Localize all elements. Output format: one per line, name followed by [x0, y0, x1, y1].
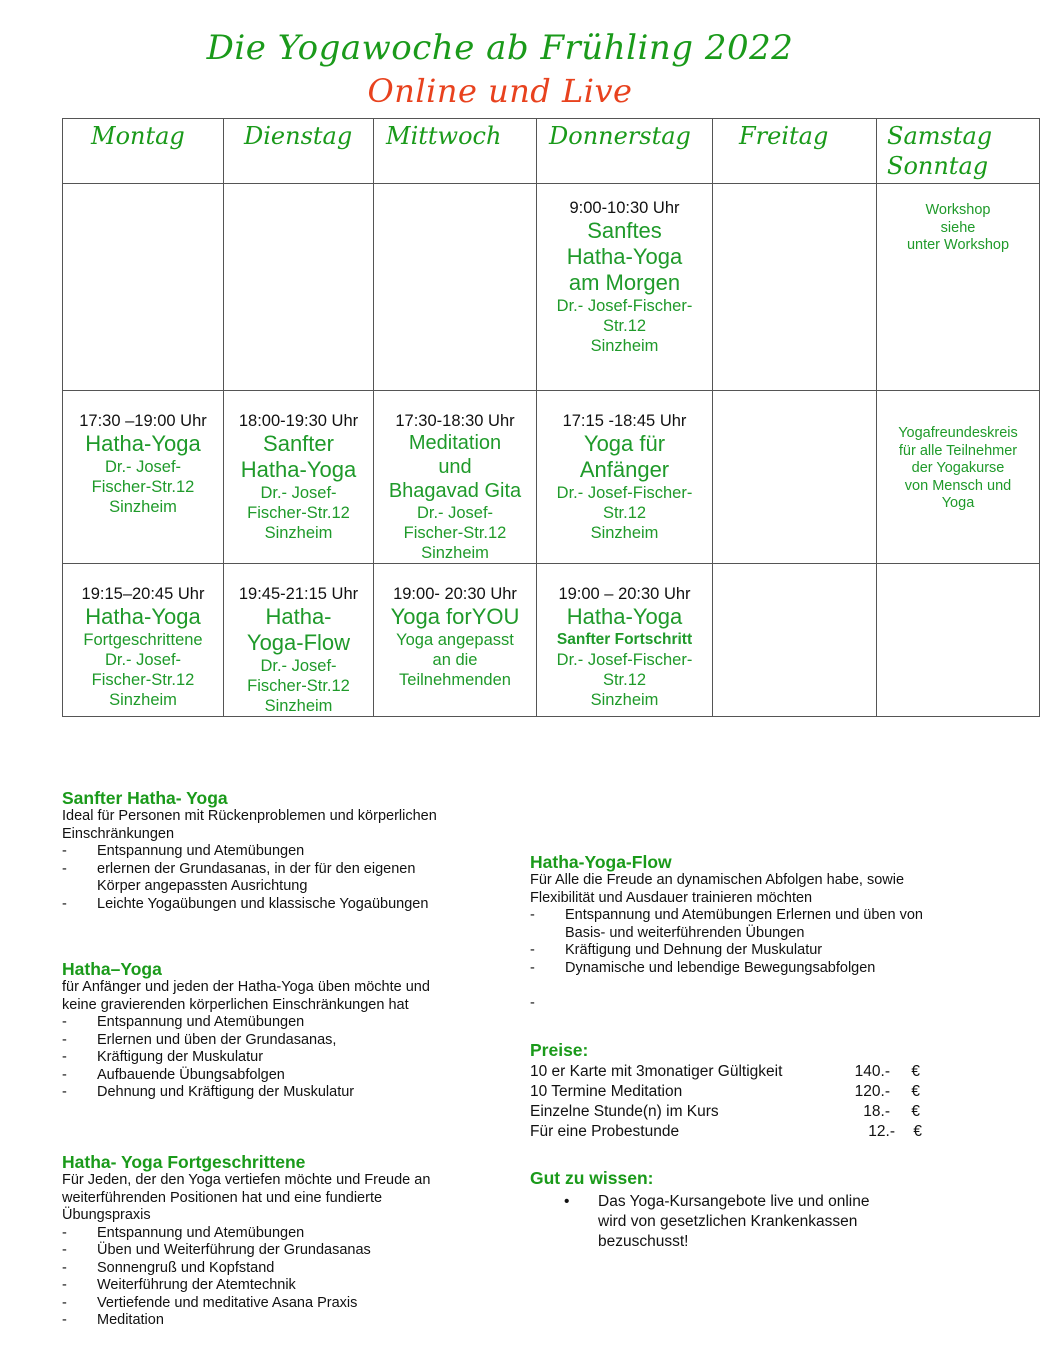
schedule-table: [62, 118, 1040, 717]
price-value: 140.-: [854, 1063, 890, 1080]
class-entry[interactable]: [374, 391, 537, 564]
section-heading: Preise:: [530, 1040, 589, 1060]
page-subtitle: Online und Live: [367, 72, 633, 110]
dash-marker: -: [62, 860, 67, 877]
section-heading: Hatha- Yoga Fortgeschrittene: [62, 1152, 306, 1172]
day-header-weekend: [877, 119, 1040, 184]
section-intro: keine gravierenden körperlichen Einschränkungen hat: [62, 996, 409, 1013]
day-header-thursday: Donnerstag: [537, 119, 713, 184]
list-item-text: Aufbauende Übungsabfolgen: [97, 1066, 285, 1083]
note-line: Yogafreundeskreis: [898, 425, 1018, 441]
class-description: Yoga angepasst: [396, 631, 514, 649]
class-address: Str.12: [602, 504, 647, 522]
class-entry[interactable]: [537, 391, 713, 564]
class-title: Yoga forYOU: [390, 604, 520, 629]
class-entry[interactable]: [224, 564, 374, 717]
list-item: [530, 960, 950, 978]
section-intro: Für Jeden, der den Yoga vertiefen möchte und Freude an: [62, 1172, 431, 1188]
list-item: [62, 1049, 502, 1067]
list-item-text: Üben und Weiterführung der Grundasanas: [97, 1242, 371, 1258]
dash-marker: -: [62, 1066, 67, 1083]
list-item: [62, 896, 502, 914]
dash-marker: -: [62, 1049, 67, 1065]
class-time: 19:15–20:45 Uhr: [81, 585, 205, 603]
schedule-cell-empty: [374, 184, 537, 391]
class-address: Dr.- Josef-Fischer-: [556, 297, 693, 315]
list-item: [62, 1014, 502, 1032]
dash-marker: -: [62, 1031, 67, 1048]
dash-marker: -: [530, 959, 535, 976]
price-value: 12.-: [868, 1123, 895, 1140]
class-address: Dr.- Josef-Fischer-: [556, 651, 693, 669]
price-row: [530, 1082, 950, 1102]
class-entry[interactable]: [537, 184, 713, 391]
class-title: Hatha-Yoga: [566, 604, 683, 629]
section-hatha-yoga: [62, 959, 502, 1102]
list-item-text: erlernen der Grundasanas, in der für den eigenen Körper angepassten Ausrichtung: [97, 860, 416, 894]
price-label: Einzelne Stunde(n) im Kurs: [530, 1103, 719, 1120]
class-title: Hatha-Yoga: [85, 431, 201, 456]
list-item-text: Entspannung und Atemübungen: [97, 1224, 305, 1241]
section-list: [62, 843, 502, 913]
class-title: Bhagavad Gita: [388, 480, 522, 502]
price-value: 18.-: [863, 1103, 890, 1120]
schedule-cell-empty: [877, 564, 1040, 717]
day-header-monday: Montag: [63, 119, 224, 184]
section-heading: Gut zu wissen:: [530, 1168, 654, 1188]
dash-marker: -: [62, 1312, 67, 1328]
price-label: Für eine Probestunde: [530, 1123, 680, 1140]
class-address: Sinzheim: [421, 544, 489, 562]
list-item: [62, 843, 502, 861]
class-entry[interactable]: [224, 391, 374, 564]
schedule-cell-empty: [63, 184, 224, 391]
schedule-cell-empty: [713, 184, 877, 391]
class-address: Sinzheim: [590, 691, 659, 709]
day-header-friday: Freitag: [713, 119, 877, 184]
schedule-cell-empty: [713, 564, 877, 717]
list-item: [62, 1295, 502, 1313]
page-title: Die Yogawoche ab Frühling 2022: [206, 28, 794, 68]
section-hatha-yoga-flow: [530, 852, 950, 1013]
list-item: [62, 1277, 502, 1295]
list-item-text: Dynamische und lebendige Bewegungsabfolgen: [565, 959, 876, 976]
currency-symbol: €: [911, 1083, 920, 1100]
section-heading: Hatha-Yoga-Flow: [530, 852, 672, 872]
list-item-text: Weiterführung der Atemtechnik: [97, 1277, 296, 1293]
trailing-dash: -: [530, 995, 535, 1011]
class-address: Fischer-Str.12: [91, 671, 195, 689]
class-subtitle: Fortgeschrittene: [83, 631, 203, 649]
note-line: für alle Teilnehmer: [898, 442, 1018, 459]
list-item-text: Sonnengruß und Kopfstand: [97, 1259, 275, 1276]
class-title: Hatha-: [265, 604, 332, 629]
dash-marker: -: [62, 843, 67, 859]
class-time: 19:45-21:15 Uhr: [238, 585, 359, 603]
class-address: Dr.- Josef-: [104, 458, 182, 476]
class-title: Hatha-Yoga: [240, 457, 357, 482]
note-line: von Mensch und: [904, 477, 1012, 494]
note-line: siehe: [940, 219, 976, 236]
schedule-header-row: [63, 119, 1040, 184]
list-item-text: Das Yoga-Kursangebote live und online wird von gesetzlichen Krankenkassen bezuschusst!: [598, 1193, 870, 1250]
section-good-to-know: [530, 1168, 950, 1252]
class-entry[interactable]: [374, 564, 537, 717]
section-list: [62, 1014, 502, 1102]
section-intro: Für Alle die Freude an dynamischen Abfolgen habe, sowie: [530, 872, 905, 888]
section-list: [530, 1192, 950, 1252]
class-time: 19:00 – 20:30 Uhr: [558, 585, 691, 603]
class-title: Hatha-Yoga: [85, 604, 201, 629]
section-intro: Übungspraxis: [62, 1207, 151, 1223]
list-item: [62, 1067, 502, 1085]
class-entry[interactable]: [63, 564, 224, 717]
section-heading: Hatha–Yoga: [62, 959, 162, 979]
price-value: 120.-: [854, 1083, 890, 1100]
list-item: [62, 861, 447, 896]
list-item: [62, 1032, 502, 1050]
list-item-text: Entspannung und Atemübungen: [97, 1014, 305, 1030]
section-list: [62, 1225, 502, 1330]
dash-marker: -: [62, 895, 67, 912]
list-item: [62, 1260, 502, 1278]
list-item: [530, 907, 925, 942]
list-item-text: Kräftigung und Dehnung der Muskulatur: [565, 942, 823, 958]
class-address: Dr.- Josef-: [260, 484, 337, 502]
section-intro: weiterführenden Positionen hat und eine fundierte: [62, 1189, 383, 1206]
class-time: 17:30 –19:00 Uhr: [79, 412, 207, 430]
list-item-text: Leichte Yogaübungen und klassische Yogaübungen: [97, 895, 429, 912]
list-item-text: Entspannung und Atemübungen: [97, 843, 305, 859]
schedule-row-morning: [63, 184, 1040, 391]
price-row: [530, 1122, 950, 1142]
day-header-wednesday: Mittwoch: [374, 119, 537, 184]
section-prices: [530, 1040, 950, 1142]
schedule-row-evening-2: [63, 564, 1040, 717]
class-title: Yoga-Flow: [246, 630, 351, 655]
dash-marker: -: [62, 1277, 67, 1293]
class-time: 17:15 -18:45 Uhr: [562, 412, 687, 430]
list-item-text: Vertiefende und meditative Asana Praxis: [97, 1294, 358, 1311]
class-address: Dr.- Josef-: [416, 504, 494, 522]
class-title: Anfänger: [579, 457, 670, 482]
price-label: 10 Termine Meditation: [530, 1083, 683, 1100]
class-time: 9:00-10:30 Uhr: [569, 199, 680, 217]
dash-marker: -: [530, 942, 535, 958]
dash-marker: -: [62, 1259, 67, 1276]
schedule-row-evening-1: [63, 391, 1040, 564]
dash-marker: -: [62, 1084, 67, 1100]
dash-marker: -: [530, 907, 535, 923]
class-title: Meditation: [408, 432, 502, 454]
weekend-note: [877, 184, 1040, 391]
list-item-text: Erlernen und üben der Grundasanas,: [97, 1031, 337, 1048]
class-title: am Morgen: [568, 270, 681, 295]
class-address: Fischer-Str.12: [91, 478, 195, 496]
list-item: [62, 1312, 502, 1330]
list-item-text: Entspannung und Atemübungen Erlernen und üben von Basis- und weiterführenden Übungen: [565, 907, 923, 941]
list-item: [530, 942, 950, 960]
day-header-saturday: Samstag: [887, 122, 993, 150]
class-address: Dr.- Josef-Fischer-: [556, 484, 693, 502]
currency-symbol: €: [913, 1123, 922, 1140]
class-address: Sinzheim: [264, 697, 333, 715]
price-list: [530, 1062, 950, 1142]
class-address: Sinzheim: [264, 524, 333, 542]
class-time: 18:00-19:30 Uhr: [238, 412, 359, 430]
price-row: [530, 1062, 950, 1082]
class-title: Sanftes: [587, 218, 662, 243]
class-description: an die: [432, 651, 478, 669]
currency-symbol: €: [911, 1063, 920, 1080]
section-intro: Einschränkungen: [62, 825, 175, 842]
class-address: Sinzheim: [109, 691, 177, 709]
section-list: [530, 907, 950, 977]
class-title: Yoga für: [583, 431, 666, 456]
section-intro: Flexibilität und Ausdauer trainieren möchten: [530, 889, 813, 906]
class-description: Teilnehmenden: [399, 671, 511, 689]
class-address: Dr.- Josef-: [104, 651, 182, 669]
price-label: 10 er Karte mit 3monatiger Gültigkeit: [530, 1063, 783, 1080]
section-intro: für Anfänger und jeden der Hatha-Yoga üben möchte und: [62, 979, 430, 995]
class-address: Str.12: [602, 671, 647, 689]
list-item-text: Meditation: [97, 1312, 164, 1328]
schedule-cell-empty: [224, 184, 374, 391]
class-address: Sinzheim: [109, 498, 177, 516]
day-header-tuesday: Dienstag: [224, 119, 374, 184]
section-heading: Sanfter Hatha- Yoga: [62, 788, 228, 808]
list-item: [62, 1225, 502, 1243]
class-address: Dr.- Josef-: [260, 657, 337, 675]
class-address: Sinzheim: [590, 337, 659, 355]
dash-marker: -: [62, 1224, 67, 1241]
class-title: Sanfter: [263, 431, 334, 456]
class-time: 17:30-18:30 Uhr: [395, 412, 515, 430]
class-time: 19:00- 20:30 Uhr: [393, 585, 517, 603]
list-item-text: Kräftigung der Muskulatur: [97, 1049, 264, 1065]
price-row: [530, 1102, 950, 1122]
currency-symbol: €: [911, 1103, 920, 1120]
class-title: und: [438, 456, 472, 478]
section-hatha-yoga-fortgeschrittene: [62, 1152, 502, 1330]
list-item: [530, 1192, 898, 1252]
class-address: Fischer-Str.12: [403, 524, 507, 542]
class-address: Str.12: [602, 317, 647, 335]
schedule-cell-empty: [713, 391, 877, 564]
class-entry[interactable]: [63, 391, 224, 564]
dash-marker: -: [62, 1294, 67, 1311]
bullet-icon: •: [564, 1193, 570, 1210]
day-header-sunday: Sonntag: [887, 152, 989, 180]
class-entry[interactable]: [537, 564, 713, 717]
list-item-text: Dehnung und Kräftigung der Muskulatur: [97, 1084, 355, 1100]
dash-marker: -: [62, 1242, 67, 1258]
class-address: Fischer-Str.12: [247, 677, 350, 695]
list-item: [62, 1242, 502, 1260]
note-line: Yoga: [941, 495, 975, 511]
section-sanfter-hatha-yoga: [62, 788, 502, 913]
class-subtitle: Sanfter Fortschritt: [556, 631, 693, 648]
class-address: Sinzheim: [590, 524, 659, 542]
class-title: Hatha-Yoga: [566, 244, 683, 269]
class-address: Fischer-Str.12: [247, 504, 350, 522]
note-line: Workshop: [925, 202, 991, 218]
section-intro: Ideal für Personen mit Rückenproblemen und körperlichen: [62, 808, 437, 824]
list-item: [62, 1084, 502, 1102]
note-line: der Yogakurse: [911, 460, 1005, 476]
weekend-note: [877, 391, 1040, 564]
note-line: unter Workshop: [906, 237, 1010, 253]
dash-marker: -: [62, 1014, 67, 1030]
